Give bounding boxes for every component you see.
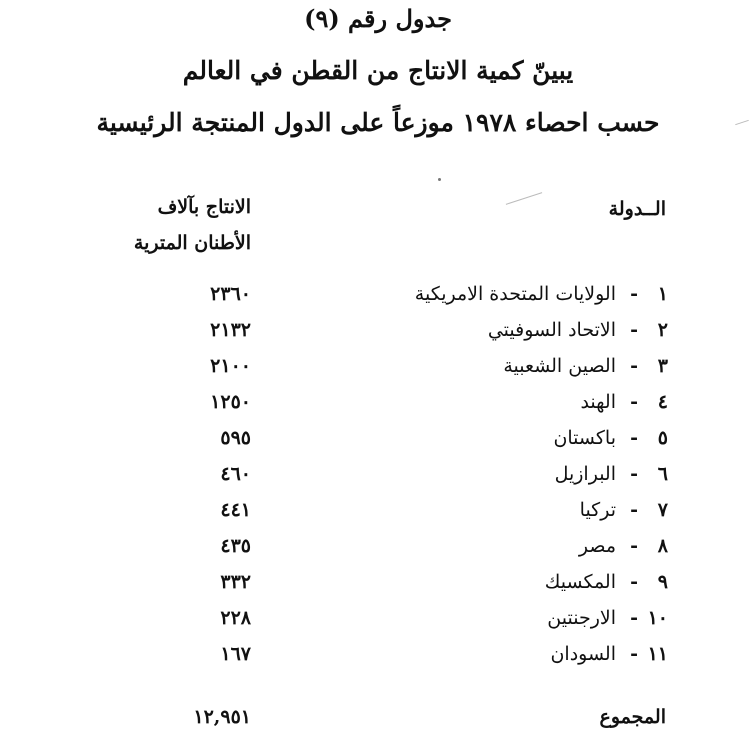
country-name: الصين الشعبية: [503, 355, 616, 377]
column-header-production-unit: الأطنان المترية: [133, 232, 251, 254]
production-value: ٢٣٦٠: [210, 283, 251, 305]
row-dash: -: [630, 643, 638, 665]
row-number: ٩: [657, 571, 668, 593]
production-value: ٢١٠٠: [210, 355, 251, 377]
row-number: ٣: [657, 355, 668, 377]
country-name: باكستان: [553, 427, 616, 449]
table-row: [0, 499, 756, 535]
row-number: ٧: [657, 499, 668, 521]
table-title: يبينّ كمية الانتاج من القطن في العالم: [182, 56, 574, 85]
production-value: ٢١٣٢: [210, 319, 251, 341]
country-name: الهند: [580, 391, 616, 413]
row-number: ١١: [647, 643, 668, 665]
row-number: ٦: [657, 463, 668, 485]
row-number: ١: [657, 283, 668, 305]
production-value: ١٢٥٠: [210, 391, 251, 413]
row-dash: -: [630, 355, 638, 377]
row-dash: -: [630, 463, 638, 485]
country-name: تركيا: [579, 499, 616, 521]
table-row: [0, 571, 756, 607]
table-row: [0, 391, 756, 427]
row-dash: -: [630, 607, 638, 629]
row-dash: -: [630, 499, 638, 521]
table-subtitle: حسب احصاء ١٩٧٨ موزعاً على الدول المنتجة الرئيسية: [96, 108, 660, 137]
row-number: ٨: [657, 535, 668, 557]
total-value: ١٢,٩٥١: [193, 706, 251, 728]
table-row: [0, 607, 756, 643]
scan-stroke: [506, 192, 542, 205]
total-row: [0, 706, 756, 742]
row-number: ١٠: [647, 607, 668, 629]
table-row: [0, 643, 756, 679]
column-header-country: الــدولة: [608, 198, 666, 220]
row-dash: -: [630, 535, 638, 557]
production-value: ٤٣٥: [220, 535, 251, 557]
production-value: ٣٣٢: [220, 571, 251, 593]
row-number: ٤: [657, 391, 668, 413]
table-number-title: جدول رقم (٩): [304, 4, 452, 33]
total-label: المجموع: [599, 706, 666, 728]
table-row: [0, 535, 756, 571]
table-row: [0, 427, 756, 463]
country-name: البرازيل: [554, 463, 616, 485]
row-dash: -: [630, 391, 638, 413]
table-row: [0, 319, 756, 355]
row-number: ٢: [657, 319, 668, 341]
country-name: المكسيك: [544, 571, 616, 593]
row-dash: -: [630, 319, 638, 341]
country-name: الارجنتين: [547, 607, 616, 629]
production-value: ٢٢٨: [220, 607, 251, 629]
production-value: ٤٤١: [220, 499, 251, 521]
row-dash: -: [630, 571, 638, 593]
production-value: ١٦٧: [220, 643, 251, 665]
row-number: ٥: [657, 427, 668, 449]
country-name: الولايات المتحدة الامريكية: [414, 283, 616, 305]
production-value: ٥٩٥: [220, 427, 251, 449]
table-row: [0, 463, 756, 499]
country-name: مصر: [578, 535, 616, 557]
table-row: [0, 355, 756, 391]
production-value: ٤٦٠: [220, 463, 251, 485]
table-row: [0, 283, 756, 319]
row-dash: -: [630, 427, 638, 449]
scan-speck: [438, 178, 441, 181]
country-name: السودان: [550, 643, 616, 665]
column-header-production: الانتاج بآلاف: [157, 196, 251, 218]
country-name: الاتحاد السوفيتي: [487, 319, 616, 341]
row-dash: -: [630, 283, 638, 305]
